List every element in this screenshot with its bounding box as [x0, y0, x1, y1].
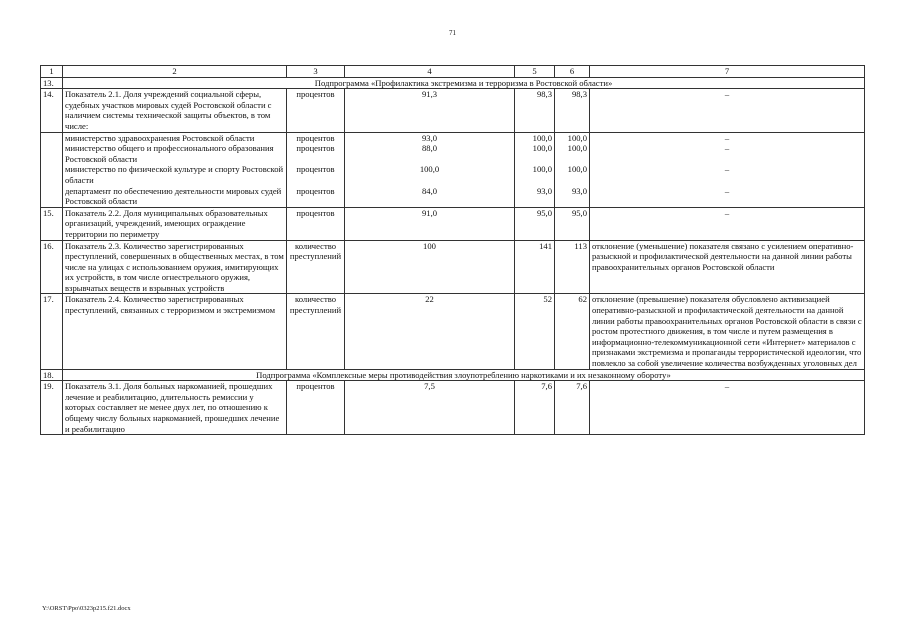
unit: количество преступлений: [287, 240, 345, 294]
indicator-name: Показатель 2.3. Количество зарегистрированных преступлений, совершенных в общественных местах, в том числе на улицах с использованием оружия, имитирующих их устройств, в том числе огнестрельного оружия, взрывчатых веществ и взрывных устройств: [63, 240, 287, 294]
row-number: 14.: [41, 89, 63, 132]
value-col4: 91,0: [345, 207, 515, 240]
note: –: [590, 381, 865, 435]
value-col4: 7,5: [345, 381, 515, 435]
table-row: [41, 89, 865, 132]
value-col4: 22: [345, 294, 515, 369]
table-header-row: [41, 66, 865, 78]
note: –: [590, 164, 865, 185]
note: отклонение (превышение) показателя обусловлено активизацией оперативно-разыскной и профилактической деятельности на данной линии работы правоохранительных органов Ростовской области в связи с ростом протестного движения, в том числе и путем размещения в информационно-телекоммуникационной сети «Интернет» материалов с признаками экстремизма и пропаганды террористической идеологии, что повлекло за собой увеличение количества возбужденных уголовных дел: [590, 294, 865, 369]
indicator-name: Показатель 2.1. Доля учреждений социальной сферы, судебных участков мировых судей Ростовской области с наличием системы технической защиты объектов, в том числе:: [63, 89, 287, 132]
indicator-name: министерство здравоохранения Ростовской области: [63, 132, 287, 143]
header-cell: 7: [590, 66, 865, 78]
value-col4: 100,0: [345, 164, 515, 185]
header-cell: 5: [515, 66, 555, 78]
indicator-name: министерство общего и профессионального образования Ростовской области: [63, 143, 287, 164]
table-row: [41, 186, 865, 208]
value-col6: 100,0: [555, 143, 590, 164]
table-row: [41, 143, 865, 164]
value-col6: 100,0: [555, 164, 590, 185]
indicator-name: Показатель 3.1. Доля больных наркоманией, прошедших лечение и реабилитацию, длительность ремиссии у которых составляет не менее двух лет, по отношению к общему числу больных наркоманией, прошедших лечение и реабилитацию: [63, 381, 287, 435]
table-row: [41, 207, 865, 240]
value-col5: 7,6: [515, 381, 555, 435]
note: –: [590, 143, 865, 164]
row-number: 17.: [41, 294, 63, 369]
note: –: [590, 207, 865, 240]
section-title: Подпрограмма «Профилактика экстремизма и терроризма в Ростовской области»: [63, 77, 865, 89]
indicator-name: Показатель 2.4. Количество зарегистрированных преступлений, связанных с терроризмом и экстремизмом: [63, 294, 287, 369]
unit: процентов: [287, 143, 345, 164]
table-row: [41, 381, 865, 435]
row-number: 19.: [41, 381, 63, 435]
value-col4: 100: [345, 240, 515, 294]
unit: процентов: [287, 186, 345, 208]
report-table: [40, 65, 865, 435]
indicator-name: Показатель 2.2. Доля муниципальных образовательных организаций, учреждений, имеющих ограждение территории по периметру: [63, 207, 287, 240]
value-col6: 62: [555, 294, 590, 369]
value-col5: 95,0: [515, 207, 555, 240]
table-row: [41, 294, 865, 369]
value-col5: 93,0: [515, 186, 555, 208]
row-number: 16.: [41, 240, 63, 294]
note: –: [590, 89, 865, 132]
value-col5: 52: [515, 294, 555, 369]
row-number: 15.: [41, 207, 63, 240]
value-col6: 113: [555, 240, 590, 294]
unit: процентов: [287, 381, 345, 435]
value-col6: 93,0: [555, 186, 590, 208]
value-col6: 100,0: [555, 132, 590, 143]
unit: процентов: [287, 164, 345, 185]
table-row: [41, 132, 865, 143]
section-row: [41, 369, 865, 381]
header-cell: 2: [63, 66, 287, 78]
row-number: 18.: [41, 369, 63, 381]
header-cell: 3: [287, 66, 345, 78]
row-number: 13.: [41, 77, 63, 89]
file-path-footer: Y:\ORST\Ppo\0323p215.f21.docx: [42, 605, 131, 612]
value-col4: 93,0: [345, 132, 515, 143]
unit: процентов: [287, 207, 345, 240]
table-row: [41, 164, 865, 185]
value-col6: 95,0: [555, 207, 590, 240]
value-col6: 7,6: [555, 381, 590, 435]
unit: количество преступлений: [287, 294, 345, 369]
note: –: [590, 132, 865, 143]
indicator-name: департамент по обеспечению деятельности мировых судей Ростовской области: [63, 186, 287, 208]
value-col6: 98,3: [555, 89, 590, 132]
indicator-name: министерство по физической культуре и спорту Ростовской области: [63, 164, 287, 185]
table-row: [41, 240, 865, 294]
note: –: [590, 186, 865, 208]
value-col4: 91,3: [345, 89, 515, 132]
value-col5: 100,0: [515, 143, 555, 164]
header-cell: 6: [555, 66, 590, 78]
value-col5: 98,3: [515, 89, 555, 132]
unit: процентов: [287, 89, 345, 132]
page-number: 71: [449, 29, 456, 37]
section-row: [41, 77, 865, 89]
note: отклонение (уменьшение) показателя связано с усилением оперативно-разыскной и профилактической деятельности на данной линии работы правоохранительных органов Ростовской области: [590, 240, 865, 294]
header-cell: 1: [41, 66, 63, 78]
value-col5: 100,0: [515, 132, 555, 143]
header-cell: 4: [345, 66, 515, 78]
value-col5: 141: [515, 240, 555, 294]
section-title: Подпрограмма «Комплексные меры противодействия злоупотреблению наркотиками и их незаконному обороту»: [63, 369, 865, 381]
value-col4: 88,0: [345, 143, 515, 164]
value-col5: 100,0: [515, 164, 555, 185]
unit: процентов: [287, 132, 345, 143]
value-col4: 84,0: [345, 186, 515, 208]
